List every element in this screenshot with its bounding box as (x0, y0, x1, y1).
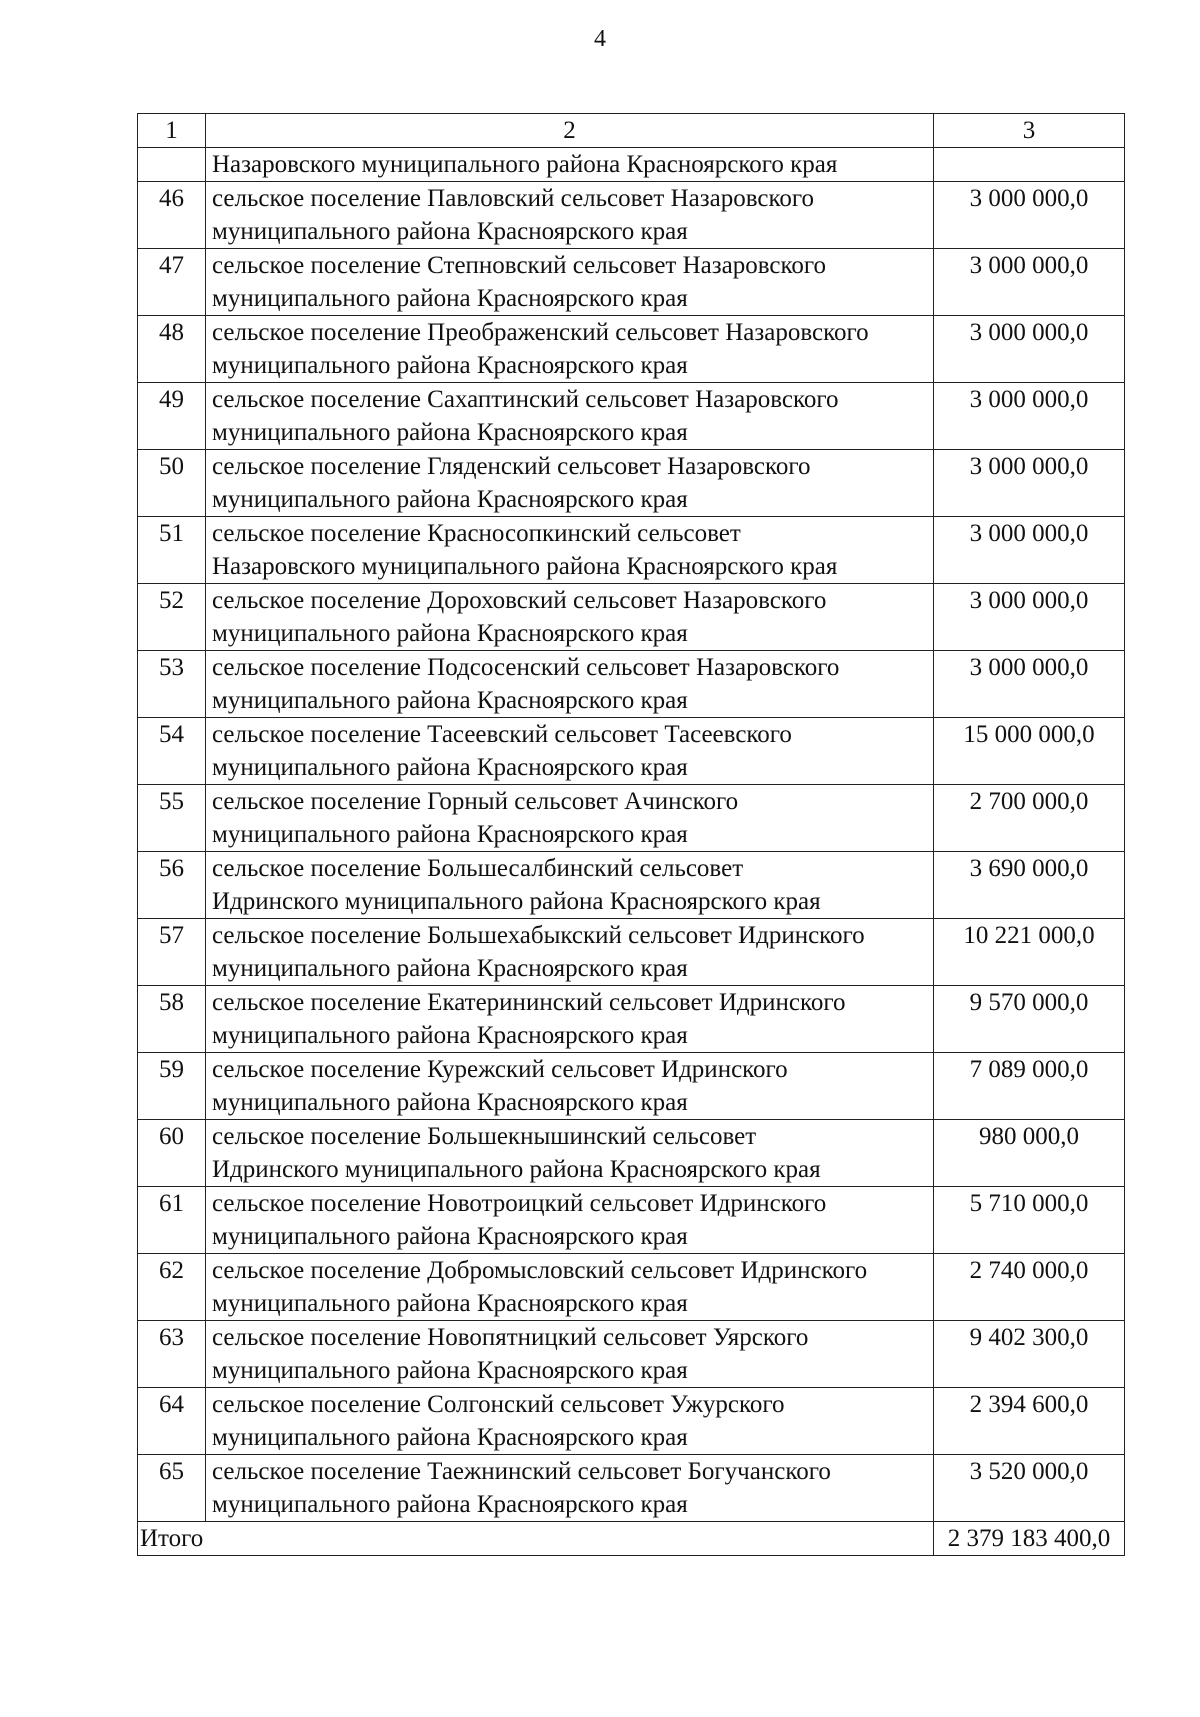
header-cell-1: 1 (138, 114, 206, 148)
settlement-name-line-2: муниципального района Красноярского края (212, 218, 688, 245)
amount-cell: 2 394 600,0 (934, 1388, 1125, 1455)
settlement-name-line-2: муниципального района Красноярского края (212, 352, 688, 379)
settlement-name-line-2: муниципального района Красноярского края (212, 1089, 688, 1116)
table-row (138, 919, 1125, 986)
row-number: 48 (138, 316, 206, 383)
amount-cell: 2 700 000,0 (934, 785, 1125, 852)
row-number: 57 (138, 919, 206, 986)
settlement-name-cell (206, 249, 934, 316)
settlement-name-line-2: муниципального района Красноярского края (212, 620, 688, 647)
settlement-name-line-1: сельское поселение Степновский сельсовет Назаровского (212, 252, 826, 279)
amount-cell: 3 000 000,0 (934, 450, 1125, 517)
settlement-name-line-1: сельское поселение Добромысловский сельсовет Идринского (212, 1257, 868, 1284)
amount-cell: 980 000,0 (934, 1120, 1125, 1187)
row-number: 59 (138, 1053, 206, 1120)
amount-cell: 10 221 000,0 (934, 919, 1125, 986)
settlement-name-line-2: муниципального района Красноярского края (212, 1223, 688, 1250)
settlement-name-cell (206, 517, 934, 584)
amount-cell: 3 000 000,0 (934, 517, 1125, 584)
table-row (138, 1120, 1125, 1187)
row-number: 51 (138, 517, 206, 584)
settlement-name-cell (206, 651, 934, 718)
row-number: 64 (138, 1388, 206, 1455)
settlement-name-cell (206, 182, 934, 249)
total-label: Итого (138, 1522, 934, 1556)
settlement-name-line-2: муниципального района Красноярского края (212, 754, 688, 781)
amount-cell: 3 000 000,0 (934, 383, 1125, 450)
table-row (138, 986, 1125, 1053)
table-row (138, 450, 1125, 517)
table-row (138, 383, 1125, 450)
settlement-name-cell (206, 1455, 934, 1522)
amount-cell: 3 000 000,0 (934, 182, 1125, 249)
row-number: 62 (138, 1254, 206, 1321)
settlement-name-line-2: муниципального района Красноярского края (212, 486, 688, 513)
table-row (138, 1187, 1125, 1254)
settlement-name-cell (206, 450, 934, 517)
settlement-name-line-1: сельское поселение Большесалбинский сельсовет (212, 855, 744, 882)
settlement-name-line-2: Идринского муниципального района Красноярского края (212, 1156, 821, 1183)
table-row (138, 316, 1125, 383)
settlement-name-line-2: муниципального района Красноярского края (212, 1424, 688, 1451)
settlement-name-line-1: сельское поселение Большехабыкский сельсовет Идринского (212, 922, 865, 949)
amount-cell: 9 402 300,0 (934, 1321, 1125, 1388)
row-number: 47 (138, 249, 206, 316)
settlement-name-line-2: Идринского муниципального района Красноярского края (212, 888, 821, 915)
settlement-name-line-1: сельское поселение Большекнышинский сельсовет (212, 1123, 757, 1150)
settlement-name-line-1: сельское поселение Дороховский сельсовет Назаровского (212, 587, 827, 614)
settlement-name-line-2: муниципального района Красноярского края (212, 687, 688, 714)
settlement-name-line-1: сельское поселение Новотроицкий сельсовет Идринского (212, 1190, 827, 1217)
amount-cell: 2 740 000,0 (934, 1254, 1125, 1321)
settlement-name-cell (206, 316, 934, 383)
settlement-name-line-1: сельское поселение Сахаптинский сельсовет Назаровского (212, 386, 839, 413)
header-row (138, 114, 1125, 148)
settlement-name-line-2: Назаровского муниципального района Красноярского края (212, 553, 838, 580)
continuation-text: Назаровского муниципального района Красноярского края (206, 148, 934, 182)
row-number: 60 (138, 1120, 206, 1187)
settlement-name-line-1: сельское поселение Екатерининский сельсовет Идринского (212, 989, 846, 1016)
settlement-name-cell (206, 785, 934, 852)
settlement-name-line-1: сельское поселение Горный сельсовет Ачинского (212, 788, 739, 815)
table-row (138, 718, 1125, 785)
settlement-name-cell (206, 584, 934, 651)
settlement-name-line-2: муниципального района Красноярского края (212, 1290, 688, 1317)
settlement-name-line-2: муниципального района Красноярского края (212, 285, 688, 312)
amount-cell: 9 570 000,0 (934, 986, 1125, 1053)
settlement-name-line-2: муниципального района Красноярского края (212, 821, 688, 848)
settlement-name-line-2: муниципального района Красноярского края (212, 1022, 688, 1049)
table-row (138, 852, 1125, 919)
total-amount: 2 379 183 400,0 (934, 1522, 1125, 1556)
row-number: 55 (138, 785, 206, 852)
table-row (138, 1321, 1125, 1388)
settlement-name-line-1: сельское поселение Таежнинский сельсовет Богучанского (212, 1458, 831, 1485)
settlement-name-cell (206, 986, 934, 1053)
amount-cell: 3 690 000,0 (934, 852, 1125, 919)
amount-cell: 3 000 000,0 (934, 651, 1125, 718)
table-row (138, 249, 1125, 316)
table-row (138, 651, 1125, 718)
row-number: 52 (138, 584, 206, 651)
table-row (138, 584, 1125, 651)
table-body (138, 114, 1125, 1556)
continuation-row (138, 148, 1125, 182)
settlement-name-line-2: муниципального района Красноярского края (212, 955, 688, 982)
table-row (138, 785, 1125, 852)
settlement-name-line-2: муниципального района Красноярского края (212, 1357, 688, 1384)
amount-cell: 5 710 000,0 (934, 1187, 1125, 1254)
total-row (138, 1522, 1125, 1556)
settlement-name-line-1: сельское поселение Преображенский сельсовет Назаровского (212, 319, 869, 346)
settlement-name-cell (206, 1187, 934, 1254)
settlement-name-line-1: сельское поселение Подсосенский сельсовет Назаровского (212, 654, 840, 681)
continuation-num-cell (138, 148, 206, 182)
row-number: 49 (138, 383, 206, 450)
settlement-name-line-1: сельское поселение Солгонский сельсовет Ужурского (212, 1391, 785, 1418)
settlement-name-line-1: сельское поселение Павловский сельсовет Назаровского (212, 185, 814, 212)
table-row (138, 182, 1125, 249)
row-number: 65 (138, 1455, 206, 1522)
settlement-name-cell (206, 718, 934, 785)
continuation-amount-cell (934, 148, 1125, 182)
settlement-name-line-1: сельское поселение Тасеевский сельсовет Тасеевского (212, 721, 792, 748)
settlement-name-line-2: муниципального района Красноярского края (212, 1491, 688, 1518)
amount-cell: 3 000 000,0 (934, 249, 1125, 316)
row-number: 53 (138, 651, 206, 718)
amount-cell: 3 000 000,0 (934, 584, 1125, 651)
row-number: 61 (138, 1187, 206, 1254)
table-row (138, 517, 1125, 584)
settlement-name-cell (206, 919, 934, 986)
settlement-name-cell (206, 1053, 934, 1120)
settlement-name-cell (206, 852, 934, 919)
page-number: 4 (594, 26, 606, 52)
settlement-name-cell (206, 1254, 934, 1321)
header-cell-2: 2 (206, 114, 934, 148)
row-number: 56 (138, 852, 206, 919)
amount-cell: 15 000 000,0 (934, 718, 1125, 785)
settlement-name-cell (206, 1321, 934, 1388)
row-number: 63 (138, 1321, 206, 1388)
row-number: 54 (138, 718, 206, 785)
amount-cell: 3 000 000,0 (934, 316, 1125, 383)
settlement-name-cell (206, 1388, 934, 1455)
allocation-table (137, 113, 1125, 1556)
table-row (138, 1388, 1125, 1455)
settlement-name-line-1: сельское поселение Красносопкинский сельсовет (212, 520, 741, 547)
table-row (138, 1455, 1125, 1522)
settlement-name-line-1: сельское поселение Курежский сельсовет Идринского (212, 1056, 788, 1083)
header-cell-3: 3 (934, 114, 1125, 148)
settlement-name-line-1: сельское поселение Новопятницкий сельсовет Уярского (212, 1324, 809, 1351)
amount-cell: 3 520 000,0 (934, 1455, 1125, 1522)
settlement-name-line-2: муниципального района Красноярского края (212, 419, 688, 446)
row-number: 58 (138, 986, 206, 1053)
row-number: 50 (138, 450, 206, 517)
table-row (138, 1053, 1125, 1120)
settlement-name-line-1: сельское поселение Гляденский сельсовет Назаровского (212, 453, 811, 480)
settlement-name-cell (206, 1120, 934, 1187)
table-row (138, 1254, 1125, 1321)
settlement-name-cell (206, 383, 934, 450)
row-number: 46 (138, 182, 206, 249)
amount-cell: 7 089 000,0 (934, 1053, 1125, 1120)
